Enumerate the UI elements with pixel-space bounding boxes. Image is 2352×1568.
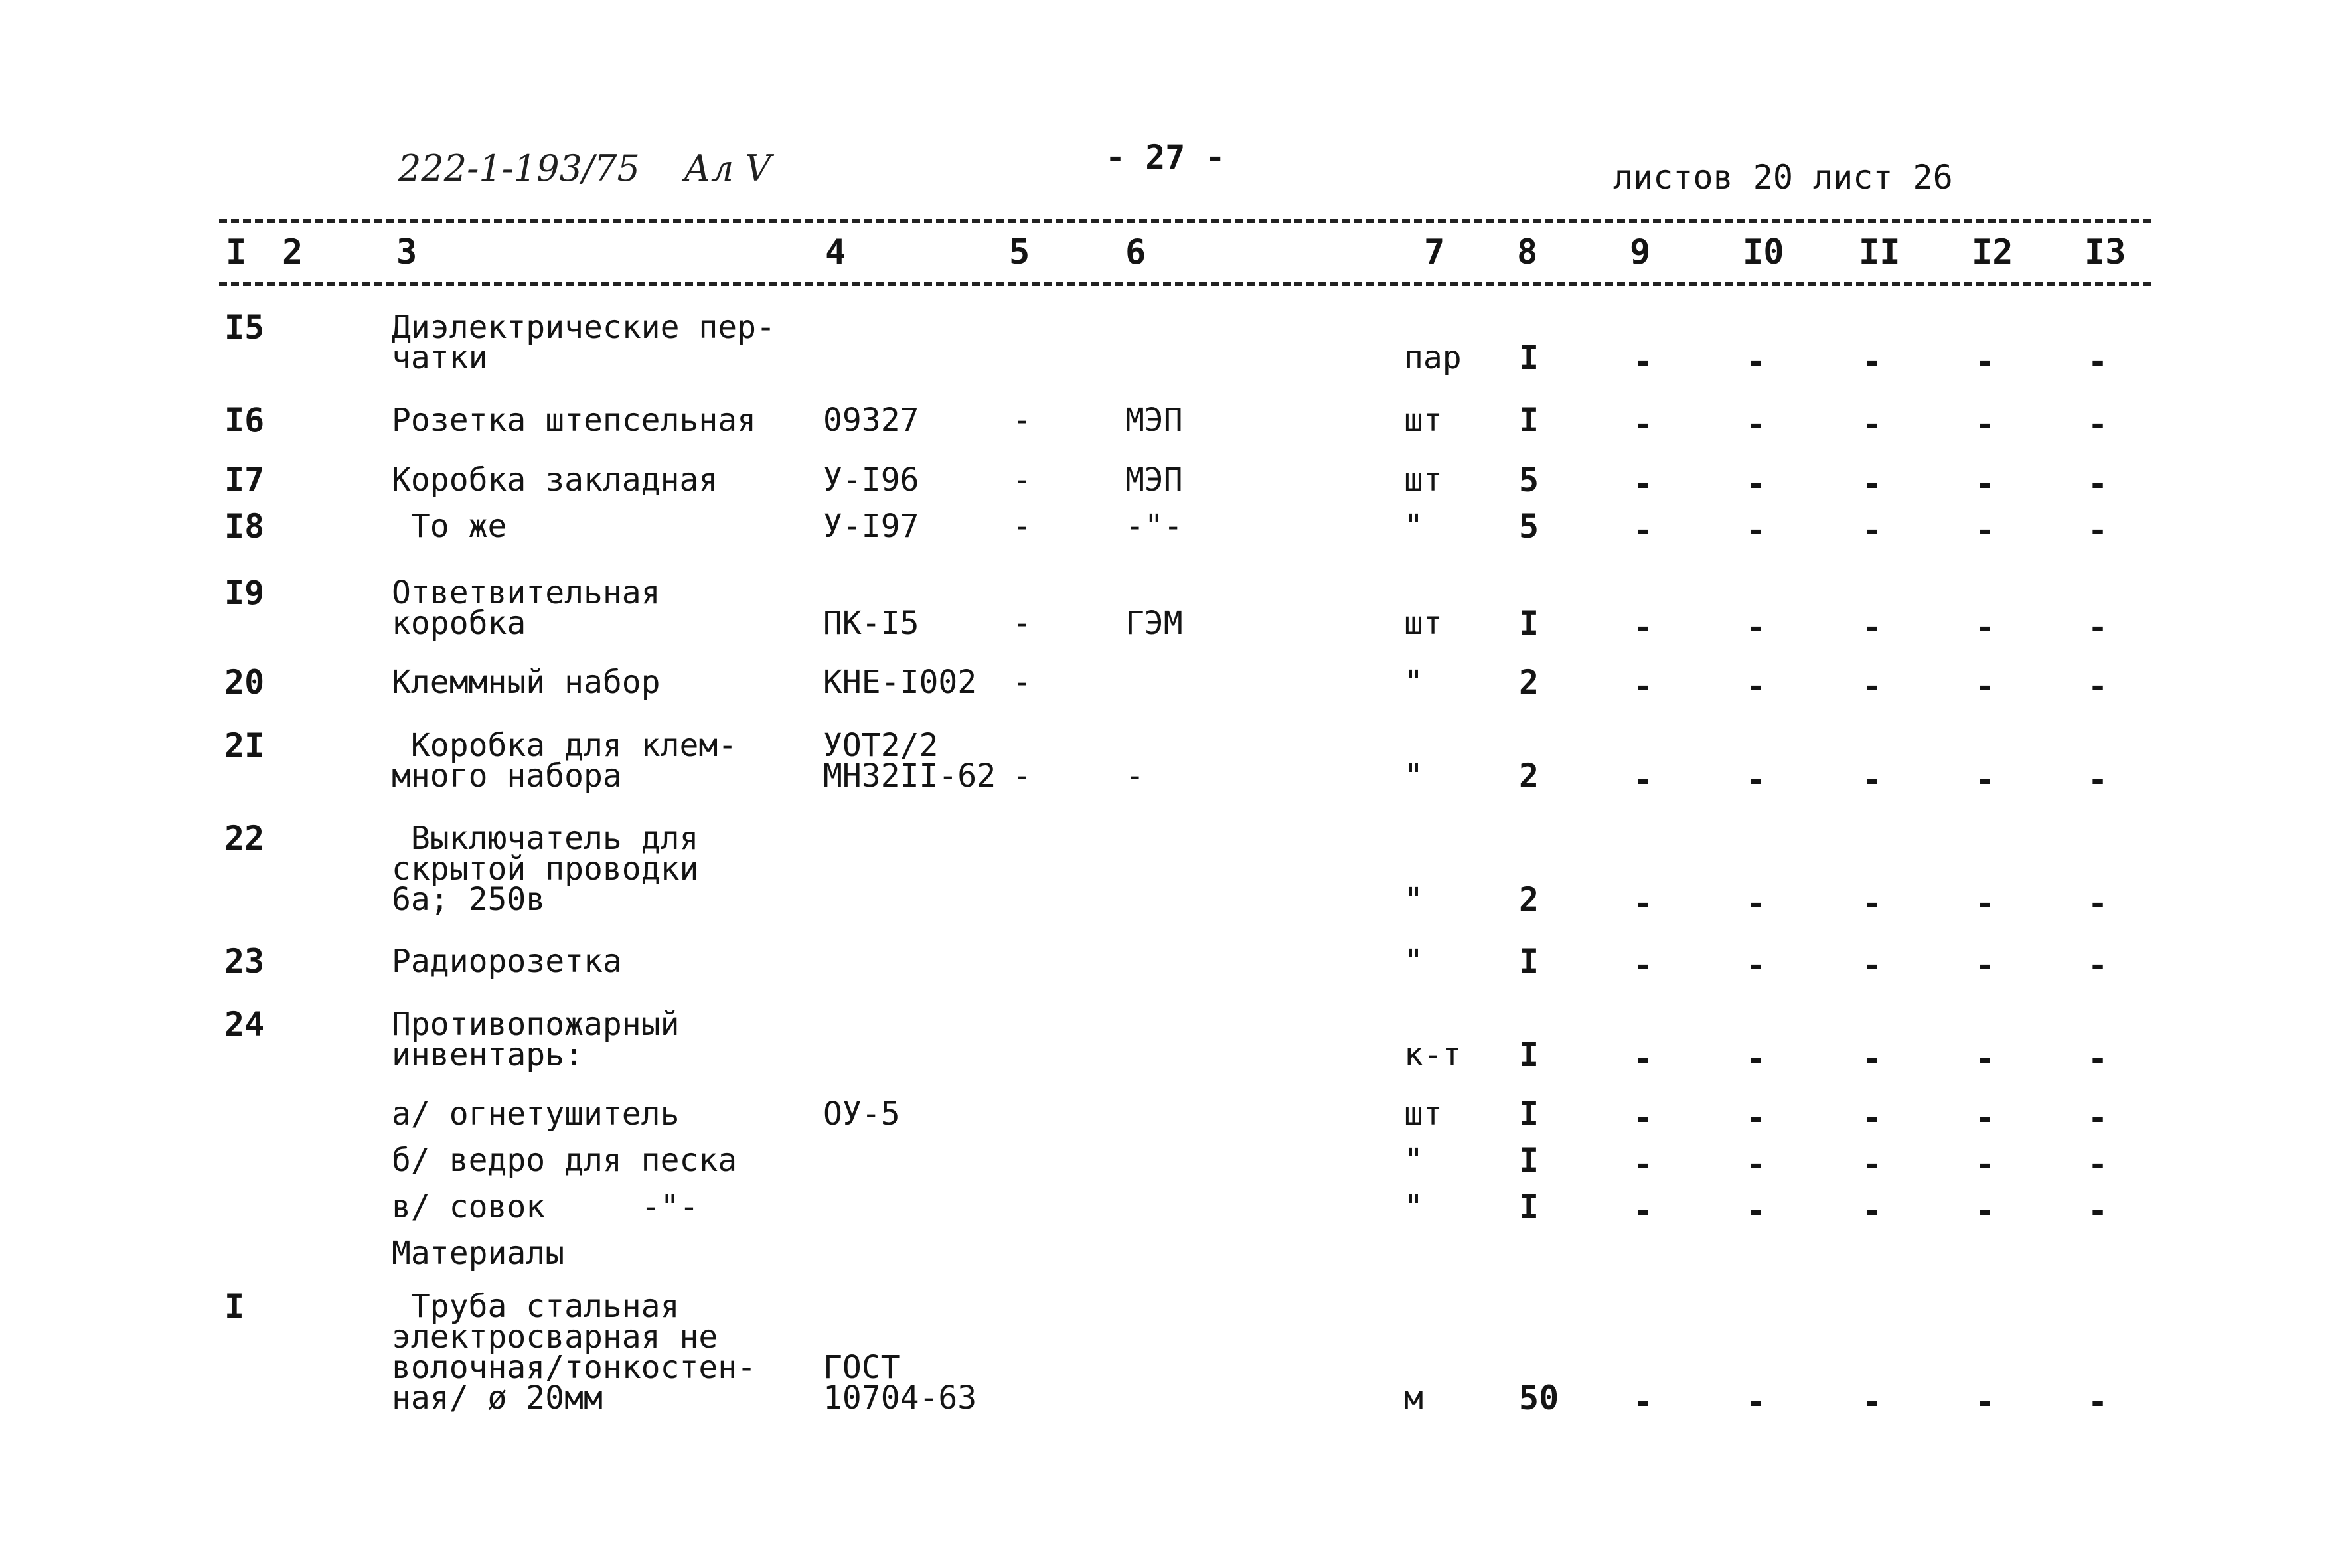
col-1: I bbox=[226, 232, 247, 272]
empty-mark: - bbox=[1633, 343, 1654, 381]
empty-mark: - bbox=[1975, 1145, 1996, 1184]
empty-mark: - bbox=[1975, 761, 1996, 799]
empty-mark: - bbox=[2088, 667, 2108, 706]
empty-mark: - bbox=[2088, 946, 2108, 984]
unit: " bbox=[1404, 1142, 1423, 1179]
col-12: I2 bbox=[1972, 232, 2013, 272]
quantity: I bbox=[1519, 339, 1539, 377]
empty-mark: - bbox=[1746, 761, 1766, 799]
row-number: 20 bbox=[224, 663, 265, 702]
row-number: I8 bbox=[224, 507, 265, 546]
empty-mark: - bbox=[1975, 465, 1996, 503]
unit: м bbox=[1404, 1379, 1423, 1417]
empty-mark: - bbox=[1633, 761, 1654, 799]
col5-value: - bbox=[1012, 508, 1032, 545]
unit: " bbox=[1404, 881, 1423, 918]
empty-mark: - bbox=[1746, 1040, 1766, 1078]
empty-mark: - bbox=[1746, 884, 1766, 923]
empty-mark: - bbox=[1633, 1040, 1654, 1078]
unit: " bbox=[1404, 664, 1423, 701]
item-name: Диэлектрические пер- чатки bbox=[392, 309, 775, 376]
empty-mark: - bbox=[1746, 1099, 1766, 1137]
empty-mark: - bbox=[1975, 946, 1996, 984]
empty-mark: - bbox=[1975, 1383, 1996, 1421]
empty-mark: - bbox=[2088, 465, 2108, 503]
quantity: I bbox=[1519, 1036, 1539, 1074]
empty-mark: - bbox=[2088, 511, 2108, 550]
item-name: Коробка для клем- много набора bbox=[392, 727, 738, 795]
empty-mark: - bbox=[1633, 1145, 1654, 1184]
col5-value: - bbox=[1012, 664, 1032, 701]
empty-mark: - bbox=[1746, 1192, 1766, 1230]
quantity: I bbox=[1519, 604, 1539, 643]
quantity: I bbox=[1519, 942, 1539, 980]
unit: шт bbox=[1404, 1095, 1443, 1133]
item-name: Труба стальная электросварная не волочная/тонкостен- ная/ ø 20мм bbox=[392, 1288, 757, 1417]
supplier: - bbox=[1125, 757, 1144, 795]
unit: к-т bbox=[1404, 1036, 1462, 1073]
row-number: 23 bbox=[224, 942, 265, 980]
item-name: а/ огнетушитель bbox=[392, 1095, 680, 1133]
quantity: I bbox=[1519, 1095, 1539, 1133]
col-8: 8 bbox=[1517, 232, 1538, 272]
item-mark: У-I96 bbox=[823, 461, 919, 499]
empty-mark: - bbox=[2088, 1383, 2108, 1421]
item-name: Клеммный набор bbox=[392, 664, 661, 701]
col-9: 9 bbox=[1630, 232, 1651, 272]
empty-mark: - bbox=[2088, 761, 2108, 799]
col5-value: - bbox=[1012, 461, 1032, 499]
row-number: I5 bbox=[224, 308, 265, 347]
empty-mark: - bbox=[1862, 405, 1883, 443]
empty-mark: - bbox=[1975, 1192, 1996, 1230]
quantity: I bbox=[1519, 401, 1539, 439]
empty-mark: - bbox=[2088, 1192, 2108, 1230]
item-name: Коробка закладная bbox=[392, 461, 718, 499]
empty-mark: - bbox=[2088, 884, 2108, 923]
supplier: МЭП bbox=[1125, 461, 1183, 499]
quantity: 2 bbox=[1519, 663, 1539, 702]
empty-mark: - bbox=[1975, 667, 1996, 706]
empty-mark: - bbox=[1746, 343, 1766, 381]
empty-mark: - bbox=[1746, 511, 1766, 550]
col-6: 6 bbox=[1125, 232, 1146, 272]
empty-mark: - bbox=[1746, 1383, 1766, 1421]
empty-mark: - bbox=[1975, 343, 1996, 381]
unit: шт bbox=[1404, 605, 1443, 642]
col-4: 4 bbox=[825, 232, 846, 272]
empty-mark: - bbox=[2088, 1145, 2108, 1184]
supplier: МЭП bbox=[1125, 402, 1183, 439]
item-name: Материалы bbox=[392, 1235, 565, 1272]
row-number: I7 bbox=[224, 461, 265, 499]
header-top-rule bbox=[219, 219, 2151, 223]
col-11: II bbox=[1859, 232, 1901, 272]
quantity: 5 bbox=[1519, 507, 1539, 546]
row-number: I bbox=[224, 1287, 245, 1326]
row-number: 2I bbox=[224, 726, 265, 765]
empty-mark: - bbox=[1862, 1099, 1883, 1137]
supplier: ГЭМ bbox=[1125, 605, 1183, 642]
empty-mark: - bbox=[1862, 511, 1883, 550]
col5-value: - bbox=[1012, 757, 1032, 795]
album-number: Ал V bbox=[684, 147, 771, 189]
empty-mark: - bbox=[1633, 465, 1654, 503]
col-2: 2 bbox=[282, 232, 303, 272]
empty-mark: - bbox=[1862, 1145, 1883, 1184]
item-name: б/ ведро для песка bbox=[392, 1142, 738, 1179]
quantity: 2 bbox=[1519, 880, 1539, 919]
empty-mark: - bbox=[1633, 511, 1654, 550]
empty-mark: - bbox=[1746, 667, 1766, 706]
empty-mark: - bbox=[2088, 1040, 2108, 1078]
item-name: Выключатель для скрытой проводки 6а; 250в bbox=[392, 820, 699, 918]
empty-mark: - bbox=[1862, 761, 1883, 799]
unit: " bbox=[1404, 757, 1423, 795]
empty-mark: - bbox=[1975, 511, 1996, 550]
item-name: Розетка штепсельная bbox=[392, 402, 757, 439]
col-10: I0 bbox=[1743, 232, 1784, 272]
row-number: I9 bbox=[224, 574, 265, 612]
supplier: -"- bbox=[1125, 508, 1183, 545]
empty-mark: - bbox=[1862, 465, 1883, 503]
empty-mark: - bbox=[1746, 608, 1766, 647]
item-mark: 09327 bbox=[823, 402, 919, 439]
col-13: I3 bbox=[2084, 232, 2126, 272]
unit: шт bbox=[1404, 402, 1443, 439]
unit: " bbox=[1404, 943, 1423, 980]
item-name: То же bbox=[392, 508, 507, 545]
item-name: Ответвительная коробка bbox=[392, 574, 661, 642]
empty-mark: - bbox=[1746, 946, 1766, 984]
item-mark: ПК-I5 bbox=[823, 605, 919, 642]
unit: шт bbox=[1404, 461, 1443, 499]
item-name: Противопожарный инвентарь: bbox=[392, 1006, 680, 1073]
quantity: 2 bbox=[1519, 757, 1539, 795]
empty-mark: - bbox=[2088, 405, 2108, 443]
row-number: 24 bbox=[224, 1005, 265, 1044]
empty-mark: - bbox=[1862, 884, 1883, 923]
item-mark: УОТ2/2 МН32II-62 bbox=[823, 727, 996, 795]
quantity: 5 bbox=[1519, 461, 1539, 499]
empty-mark: - bbox=[1633, 1192, 1654, 1230]
row-number: 22 bbox=[224, 819, 265, 858]
item-mark: КНЕ-I002 bbox=[823, 664, 977, 701]
col5-value: - bbox=[1012, 402, 1032, 439]
document-code: 222-1-193/75 bbox=[398, 147, 640, 189]
item-mark: ГОСТ 10704-63 bbox=[823, 1349, 977, 1417]
empty-mark: - bbox=[1633, 1383, 1654, 1421]
unit: пар bbox=[1404, 339, 1462, 376]
unit: " bbox=[1404, 508, 1423, 545]
empty-mark: - bbox=[1975, 1099, 1996, 1137]
empty-mark: - bbox=[1975, 405, 1996, 443]
empty-mark: - bbox=[1746, 405, 1766, 443]
empty-mark: - bbox=[1862, 946, 1883, 984]
empty-mark: - bbox=[1862, 667, 1883, 706]
empty-mark: - bbox=[2088, 1099, 2108, 1137]
page-number: - 27 - bbox=[1105, 138, 1225, 177]
empty-mark: - bbox=[1746, 465, 1766, 503]
item-name: Радиорозетка bbox=[392, 943, 622, 980]
empty-mark: - bbox=[1862, 1192, 1883, 1230]
col-3: 3 bbox=[396, 232, 418, 272]
col5-value: - bbox=[1012, 605, 1032, 642]
empty-mark: - bbox=[1633, 608, 1654, 647]
empty-mark: - bbox=[1862, 1040, 1883, 1078]
empty-mark: - bbox=[1633, 1099, 1654, 1137]
col-7: 7 bbox=[1424, 232, 1445, 272]
item-mark: У-I97 bbox=[823, 508, 919, 545]
header-bottom-rule bbox=[219, 282, 2151, 286]
empty-mark: - bbox=[1862, 1383, 1883, 1421]
sheets-info: листов 20 лист 26 bbox=[1613, 158, 1953, 196]
empty-mark: - bbox=[1633, 946, 1654, 984]
empty-mark: - bbox=[1975, 608, 1996, 647]
unit: " bbox=[1404, 1188, 1423, 1225]
row-number: I6 bbox=[224, 401, 265, 439]
empty-mark: - bbox=[2088, 608, 2108, 647]
item-name: в/ совок -"- bbox=[392, 1188, 699, 1225]
empty-mark: - bbox=[1862, 343, 1883, 381]
empty-mark: - bbox=[2088, 343, 2108, 381]
empty-mark: - bbox=[1975, 1040, 1996, 1078]
empty-mark: - bbox=[1633, 667, 1654, 706]
empty-mark: - bbox=[1633, 884, 1654, 923]
quantity: 50 bbox=[1519, 1379, 1559, 1417]
col-5: 5 bbox=[1009, 232, 1030, 272]
empty-mark: - bbox=[1975, 884, 1996, 923]
quantity: I bbox=[1519, 1141, 1539, 1180]
empty-mark: - bbox=[1746, 1145, 1766, 1184]
quantity: I bbox=[1519, 1188, 1539, 1226]
empty-mark: - bbox=[1862, 608, 1883, 647]
empty-mark: - bbox=[1633, 405, 1654, 443]
item-mark: ОУ-5 bbox=[823, 1095, 900, 1133]
